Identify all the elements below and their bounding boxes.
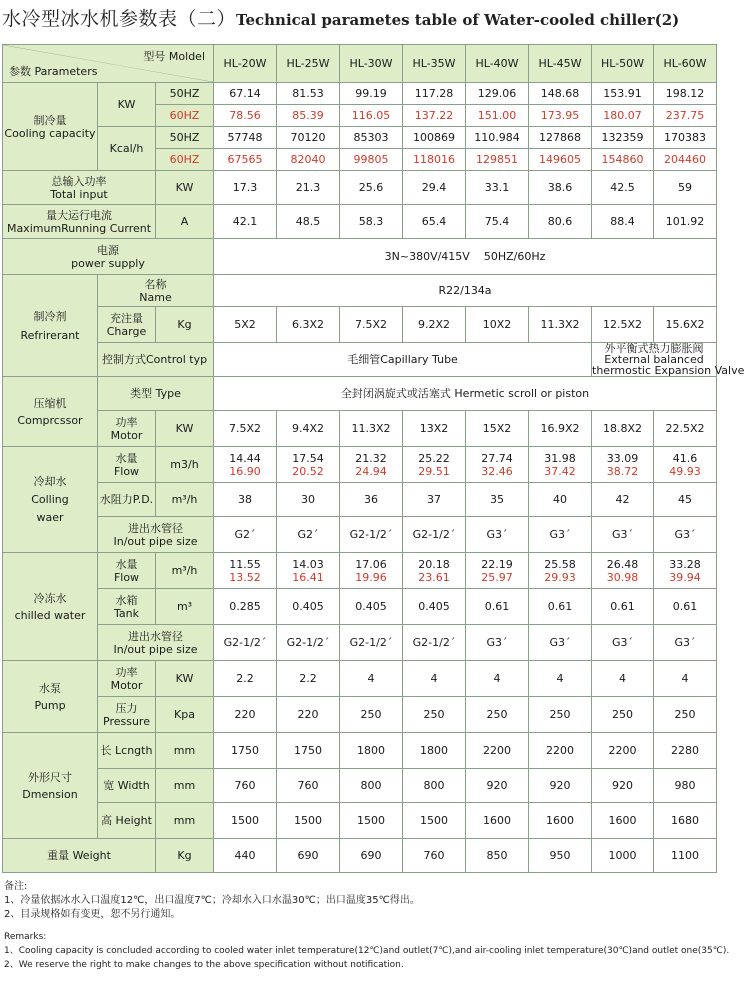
header-corner bbox=[3, 45, 214, 83]
value-cell: 1500 bbox=[214, 803, 277, 839]
value-cell: 2.2 bbox=[277, 661, 340, 697]
value-cell: 760 bbox=[403, 839, 466, 873]
value-cell: 14.03 16.41 bbox=[277, 553, 340, 589]
value-cell: 6.3X2 bbox=[277, 307, 340, 343]
value-cell: G2-1/2´ bbox=[214, 625, 277, 661]
remarks-en-line: 1、Cooling capacity is concluded according to cooled water inlet temperature(12℃)and outlet(7℃),and air-cooling inlet temperature(30℃)and outlet one(35℃). bbox=[4, 946, 730, 956]
page-title bbox=[2, 4, 715, 38]
flow-label: 水量 Flow bbox=[98, 553, 156, 589]
value-cell: 85303 bbox=[340, 127, 403, 149]
value-cell: 16.9X2 bbox=[529, 411, 592, 447]
unit-cell: m3/h bbox=[156, 447, 214, 483]
param-label: 参数 Parameters bbox=[9, 65, 98, 78]
value-cell: 1500 bbox=[340, 803, 403, 839]
unit-cell: KW bbox=[156, 171, 214, 205]
freq-50hz: 50HZ bbox=[156, 127, 214, 149]
value-cell: 35 bbox=[466, 483, 529, 517]
value-cell: 440 bbox=[214, 839, 277, 873]
value-cell: 154860 bbox=[592, 149, 654, 171]
value-cell: 920 bbox=[466, 769, 529, 803]
value-cell: 800 bbox=[403, 769, 466, 803]
unit-cell: KW bbox=[156, 661, 214, 697]
weight-label: 重量 Weight bbox=[3, 839, 156, 873]
value-cell: 980 bbox=[654, 769, 717, 803]
value-cell: G3´ bbox=[654, 517, 717, 553]
value-cell: 250 bbox=[403, 697, 466, 733]
value-cell: G3´ bbox=[529, 625, 592, 661]
value-cell: 4 bbox=[529, 661, 592, 697]
control-expansion-valve: 外平衡式热力膨胀阀 External balanced thermostic Expansion Valve bbox=[592, 342, 744, 377]
value-cell: 65.4 bbox=[403, 205, 466, 239]
table-row bbox=[3, 625, 717, 661]
value-cell: 100869 bbox=[403, 127, 466, 149]
header-row bbox=[3, 45, 717, 83]
table-row bbox=[3, 483, 717, 517]
table-row bbox=[3, 661, 717, 697]
value-cell: 170383 bbox=[654, 127, 717, 149]
value-cell: 1750 bbox=[214, 733, 277, 769]
value-cell: 1000 bbox=[592, 839, 654, 873]
value-cell: 2200 bbox=[466, 733, 529, 769]
width-label: 宽 Width bbox=[98, 769, 156, 803]
value-cell: 59 bbox=[654, 171, 717, 205]
value-cell: 250 bbox=[529, 697, 592, 733]
value-cell: 250 bbox=[592, 697, 654, 733]
model-name: HL-40W bbox=[466, 45, 529, 83]
value-cell: 70120 bbox=[277, 127, 340, 149]
value-cell: 25.22 29.51 bbox=[403, 447, 466, 483]
value-cell: 1800 bbox=[403, 733, 466, 769]
value-cell: G3´ bbox=[466, 625, 529, 661]
value-cell: 15.6X2 bbox=[654, 307, 717, 343]
cooling-capacity-label: 制冷量 Cooling capacity bbox=[3, 83, 98, 171]
control-capillary: 毛细管Capillary Tube bbox=[214, 343, 592, 377]
value-cell: 21.32 24.94 bbox=[340, 447, 403, 483]
table-row bbox=[3, 171, 717, 205]
value-cell: 67.14 bbox=[214, 83, 277, 105]
value-cell: 760 bbox=[214, 769, 277, 803]
model-name: HL-30W bbox=[340, 45, 403, 83]
remarks-en-heading: Remarks: bbox=[4, 932, 47, 942]
value-cell: 17.54 20.52 bbox=[277, 447, 340, 483]
table-row bbox=[3, 239, 717, 275]
value-cell: 26.48 30.98 bbox=[592, 553, 654, 589]
value-cell: 1750 bbox=[277, 733, 340, 769]
value-cell: 88.4 bbox=[592, 205, 654, 239]
unit-cell: Kg bbox=[156, 307, 214, 343]
freq-60hz: 60HZ bbox=[156, 149, 214, 171]
value-cell: 85.39 bbox=[277, 105, 340, 127]
remarks-en-line: 2、We reserve the right to make changes to the above specification without notification. bbox=[4, 960, 404, 970]
value-cell: 1600 bbox=[466, 803, 529, 839]
tank-label: 水箱 Tank bbox=[98, 589, 156, 625]
value-cell: 2280 bbox=[654, 733, 717, 769]
value-cell: 950 bbox=[529, 839, 592, 873]
value-cell: 129851 bbox=[466, 149, 529, 171]
value-cell: 760 bbox=[277, 769, 340, 803]
value-cell: 12.5X2 bbox=[592, 307, 654, 343]
value-cell: 101.92 bbox=[654, 205, 717, 239]
value-cell: 81.53 bbox=[277, 83, 340, 105]
spec-table bbox=[2, 44, 744, 873]
value-cell: G2-1/2´ bbox=[340, 517, 403, 553]
value-cell: 173.95 bbox=[529, 105, 592, 127]
value-cell: 45 bbox=[654, 483, 717, 517]
value-cell: 99.19 bbox=[340, 83, 403, 105]
value-cell: 27.74 32.46 bbox=[466, 447, 529, 483]
flow-label: 水量 Flow bbox=[98, 447, 156, 483]
chilled-water-label: 冷冻水 chilled water bbox=[3, 553, 98, 661]
value-cell: 920 bbox=[592, 769, 654, 803]
value-cell: 42 bbox=[592, 483, 654, 517]
value-cell: 29.4 bbox=[403, 171, 466, 205]
value-cell: 33.1 bbox=[466, 171, 529, 205]
dimension-label: 外形尺寸 Dmension bbox=[3, 733, 98, 839]
value-cell: 10X2 bbox=[466, 307, 529, 343]
refrigerant-name-label: 名称 Name bbox=[98, 275, 214, 307]
value-cell: G3´ bbox=[466, 517, 529, 553]
value-cell: 137.22 bbox=[403, 105, 466, 127]
value-cell: 99805 bbox=[340, 149, 403, 171]
table-row bbox=[3, 377, 717, 411]
unit-cell: Kg bbox=[156, 839, 214, 873]
unit-cell: KW bbox=[156, 411, 214, 447]
value-cell: 67565 bbox=[214, 149, 277, 171]
value-cell: 149605 bbox=[529, 149, 592, 171]
table-row bbox=[3, 411, 717, 447]
value-cell: 198.12 bbox=[654, 83, 717, 105]
table-row bbox=[3, 589, 717, 625]
value-cell: G2´ bbox=[214, 517, 277, 553]
value-cell: 1600 bbox=[529, 803, 592, 839]
value-cell: 9.2X2 bbox=[403, 307, 466, 343]
unit-kcal: Kcal/h bbox=[98, 127, 156, 171]
value-cell: G2-1/2´ bbox=[403, 625, 466, 661]
remarks-cn-heading: 备注: bbox=[4, 881, 28, 892]
value-cell: 0.61 bbox=[654, 589, 717, 625]
value-cell: 0.61 bbox=[529, 589, 592, 625]
table-row bbox=[3, 447, 717, 483]
table-row bbox=[3, 83, 717, 105]
unit-kw: KW bbox=[98, 83, 156, 127]
table-row bbox=[3, 205, 717, 239]
value-cell: 1500 bbox=[403, 803, 466, 839]
table-row bbox=[3, 275, 717, 307]
value-cell: 0.285 bbox=[214, 589, 277, 625]
value-cell: 17.06 19.96 bbox=[340, 553, 403, 589]
value-cell: 180.07 bbox=[592, 105, 654, 127]
value-cell: G2-1/2´ bbox=[277, 625, 340, 661]
value-cell: 41.6 49.93 bbox=[654, 447, 717, 483]
value-cell: 250 bbox=[466, 697, 529, 733]
pipe-size-label: 进出水管径 In/out pipe size bbox=[98, 625, 214, 661]
value-cell: 11.55 13.52 bbox=[214, 553, 277, 589]
value-cell: 110.984 bbox=[466, 127, 529, 149]
value-cell: 14.44 16.90 bbox=[214, 447, 277, 483]
table-row bbox=[3, 307, 717, 343]
unit-cell: mm bbox=[156, 733, 214, 769]
unit-cell: mm bbox=[156, 803, 214, 839]
value-cell: 800 bbox=[340, 769, 403, 803]
control-type-label: 控制方式Control typ bbox=[98, 343, 214, 377]
value-cell: 250 bbox=[654, 697, 717, 733]
value-cell: 2.2 bbox=[214, 661, 277, 697]
compressor-type-label: 类型 Type bbox=[98, 377, 214, 411]
value-cell: 1100 bbox=[654, 839, 717, 873]
motor-label: 功率 Motor bbox=[98, 411, 156, 447]
table-row bbox=[3, 803, 717, 839]
power-supply-value: 3N~380V/415V 50HZ/60Hz bbox=[214, 239, 717, 275]
value-cell: 7.5X2 bbox=[340, 307, 403, 343]
compressor-label: 压缩机 Comprcssor bbox=[3, 377, 98, 447]
value-cell: 1600 bbox=[592, 803, 654, 839]
remarks-cn-line: 2、目录规格如有变更，恕不另行通知。 bbox=[4, 909, 181, 920]
pressure-drop-label: 水阻力P.D. bbox=[98, 483, 156, 517]
value-cell: 20.18 23.61 bbox=[403, 553, 466, 589]
value-cell: 57748 bbox=[214, 127, 277, 149]
table-row bbox=[3, 553, 717, 589]
value-cell: 117.28 bbox=[403, 83, 466, 105]
value-cell: 690 bbox=[340, 839, 403, 873]
table-row bbox=[3, 769, 717, 803]
title-cn: 水冷型冰水机参数表（二） bbox=[2, 8, 237, 30]
value-cell: 151.00 bbox=[466, 105, 529, 127]
value-cell: 78.56 bbox=[214, 105, 277, 127]
table-row bbox=[3, 343, 717, 377]
value-cell: 38 bbox=[214, 483, 277, 517]
freq-50hz: 50HZ bbox=[156, 83, 214, 105]
table-row bbox=[3, 517, 717, 553]
table-row bbox=[3, 733, 717, 769]
remarks bbox=[4, 880, 730, 972]
cooling-water-label: 冷却水 Colling waer bbox=[3, 447, 98, 553]
value-cell: 22.19 25.97 bbox=[466, 553, 529, 589]
model-name: HL-25W bbox=[277, 45, 340, 83]
refrigerant-name-value: R22/134a bbox=[214, 275, 717, 307]
total-input-label: 总输入功率 Total input bbox=[3, 171, 156, 205]
value-cell: 31.98 37.42 bbox=[529, 447, 592, 483]
value-cell: 4 bbox=[340, 661, 403, 697]
value-cell: 75.4 bbox=[466, 205, 529, 239]
value-cell: 5X2 bbox=[214, 307, 277, 343]
length-label: 长 Lcngth bbox=[98, 733, 156, 769]
value-cell: 4 bbox=[654, 661, 717, 697]
unit-cell: mm bbox=[156, 769, 214, 803]
pressure-label: 压力 Pressure bbox=[98, 697, 156, 733]
value-cell: G2´ bbox=[277, 517, 340, 553]
value-cell: 204460 bbox=[654, 149, 717, 171]
value-cell: 42.5 bbox=[592, 171, 654, 205]
value-cell: 132359 bbox=[592, 127, 654, 149]
unit-cell: m³/h bbox=[156, 553, 214, 589]
model-name: HL-60W bbox=[654, 45, 717, 83]
value-cell: 4 bbox=[403, 661, 466, 697]
refrigerant-label: 制冷剂 Refrirerant bbox=[3, 275, 98, 377]
pump-label: 水泵 Pump bbox=[3, 661, 98, 733]
model-name: HL-50W bbox=[592, 45, 654, 83]
table-row bbox=[3, 839, 717, 873]
motor-label: 功率 Motor bbox=[98, 661, 156, 697]
value-cell: 42.1 bbox=[214, 205, 277, 239]
value-cell: 80.6 bbox=[529, 205, 592, 239]
value-cell: 237.75 bbox=[654, 105, 717, 127]
value-cell: 37 bbox=[403, 483, 466, 517]
value-cell: 250 bbox=[340, 697, 403, 733]
value-cell: G2-1/2´ bbox=[403, 517, 466, 553]
value-cell: 33.09 38.72 bbox=[592, 447, 654, 483]
value-cell: 690 bbox=[277, 839, 340, 873]
unit-cell: m³/h bbox=[156, 483, 214, 517]
model-name: HL-45W bbox=[529, 45, 592, 83]
value-cell: 9.4X2 bbox=[277, 411, 340, 447]
value-cell: 1800 bbox=[340, 733, 403, 769]
value-cell: 2200 bbox=[529, 733, 592, 769]
value-cell: 920 bbox=[529, 769, 592, 803]
value-cell: 30 bbox=[277, 483, 340, 517]
value-cell: 58.3 bbox=[340, 205, 403, 239]
max-current-label: 量大运行电流 MaximumRunning Current bbox=[3, 205, 156, 239]
value-cell: G2-1/2´ bbox=[340, 625, 403, 661]
charge-label: 充注量 Charge bbox=[98, 307, 156, 343]
value-cell: 33.28 39.94 bbox=[654, 553, 717, 589]
value-cell: 36 bbox=[340, 483, 403, 517]
value-cell: 25.6 bbox=[340, 171, 403, 205]
model-name: HL-35W bbox=[403, 45, 466, 83]
value-cell: 22.5X2 bbox=[654, 411, 717, 447]
unit-cell: Kpa bbox=[156, 697, 214, 733]
value-cell: 38.6 bbox=[529, 171, 592, 205]
value-cell: 0.405 bbox=[277, 589, 340, 625]
table-row bbox=[3, 127, 717, 149]
value-cell: 48.5 bbox=[277, 205, 340, 239]
value-cell: G3´ bbox=[592, 625, 654, 661]
compressor-type-value: 全封闭涡旋式或活塞式 Hermetic scroll or piston bbox=[214, 377, 717, 411]
value-cell: 148.68 bbox=[529, 83, 592, 105]
value-cell: 13X2 bbox=[403, 411, 466, 447]
unit-cell: m³ bbox=[156, 589, 214, 625]
value-cell: 1680 bbox=[654, 803, 717, 839]
value-cell: 0.61 bbox=[592, 589, 654, 625]
value-cell: 153.91 bbox=[592, 83, 654, 105]
model-label: 型号 Moldel bbox=[143, 50, 206, 63]
value-cell: 21.3 bbox=[277, 171, 340, 205]
value-cell: 82040 bbox=[277, 149, 340, 171]
unit-cell: A bbox=[156, 205, 214, 239]
value-cell: 0.61 bbox=[466, 589, 529, 625]
value-cell: 18.8X2 bbox=[592, 411, 654, 447]
model-name: HL-20W bbox=[214, 45, 277, 83]
pipe-size-label: 进出水管径 In/out pipe size bbox=[98, 517, 214, 553]
value-cell: 116.05 bbox=[340, 105, 403, 127]
value-cell: 25.58 29.93 bbox=[529, 553, 592, 589]
value-cell: 129.06 bbox=[466, 83, 529, 105]
value-cell: 4 bbox=[466, 661, 529, 697]
value-cell: 220 bbox=[277, 697, 340, 733]
power-supply-label: 电源 power supply bbox=[3, 239, 214, 275]
value-cell: 118016 bbox=[403, 149, 466, 171]
value-cell: 2200 bbox=[592, 733, 654, 769]
value-cell: 4 bbox=[592, 661, 654, 697]
value-cell: 0.405 bbox=[340, 589, 403, 625]
value-cell: 850 bbox=[466, 839, 529, 873]
table-row bbox=[3, 697, 717, 733]
remarks-cn-line: 1、冷量依据冰水入口温度12℃，出口温度7℃；冷却水入口水温30℃；出口温度35℃得出。 bbox=[4, 895, 420, 906]
value-cell: 1500 bbox=[277, 803, 340, 839]
value-cell: 11.3X2 bbox=[340, 411, 403, 447]
value-cell: 11.3X2 bbox=[529, 307, 592, 343]
value-cell: G3´ bbox=[654, 625, 717, 661]
value-cell: 15X2 bbox=[466, 411, 529, 447]
value-cell: 17.3 bbox=[214, 171, 277, 205]
value-cell: 0.405 bbox=[403, 589, 466, 625]
value-cell: 220 bbox=[214, 697, 277, 733]
freq-60hz: 60HZ bbox=[156, 105, 214, 127]
value-cell: G3´ bbox=[529, 517, 592, 553]
value-cell: G3´ bbox=[592, 517, 654, 553]
value-cell: 127868 bbox=[529, 127, 592, 149]
title-en: Technical parametes table of Water-cooled chiller(2) bbox=[236, 11, 680, 29]
value-cell: 40 bbox=[529, 483, 592, 517]
height-label: 高 Height bbox=[98, 803, 156, 839]
value-cell: 7.5X2 bbox=[214, 411, 277, 447]
